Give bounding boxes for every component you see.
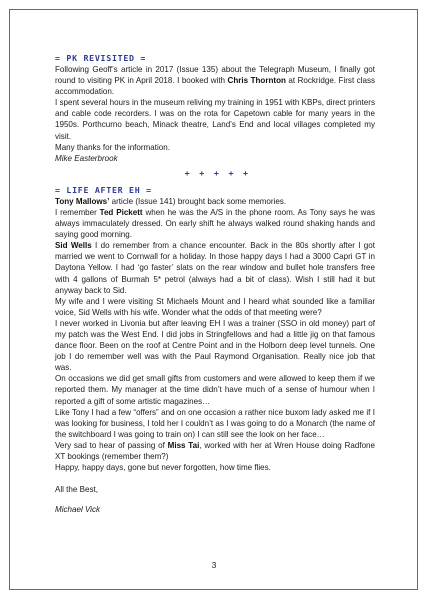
eh-paragraph-1: Tony Mallows’ article (Issue 141) brought back some memories. [55, 196, 287, 206]
eh-paragraph-8: Very sad to hear of passing of Miss Tai, worked with her at Wren House doing Radfone XT bookings (remember them?) [55, 440, 375, 461]
spacer [55, 495, 375, 504]
person-name: Sid Wells [55, 241, 92, 251]
pk-author: Mike Easterbrook [55, 153, 118, 163]
person-name: Ted Pickett [99, 207, 143, 217]
eh-paragraph-2: I remember Ted Pickett when he was the A/S in the phone room. As Tony says he was always immaculately dressed. On early shift he always walked round shaking hands and saying good morning. [55, 207, 375, 240]
eh-author: Michael Vick [55, 505, 101, 515]
eh-paragraph-9: Happy, happy days, gone but never forgotten, how time flies. [55, 463, 271, 473]
pk-paragraph-3: Many thanks for the information. [55, 142, 170, 152]
section-separator: + + + + + [184, 167, 251, 178]
pk-paragraph-1: Following Geoff’s article in 2017 (Issue 135) about the Telegraph Museum, I finally got round to visiting PK in April 2018. I booked with Chris Thornton at Rockridge. First class accommodation. [55, 65, 376, 97]
section-heading-life-after-eh: = LIFE AFTER EH = [55, 184, 152, 195]
section-heading-pk-revisited: = PK REVISITED = [55, 53, 147, 63]
page-number: 3 [211, 560, 217, 570]
eh-paragraph-3: Sid Wells I do remember from a chance encounter. Back in the 80s shortly after I got married we went to Cornwall for a holiday. In those happy days I had a 3000 Capri GT in Daytona Yellow. I had ‘go faster’ slats on the rear window and bullet hole transfers free with 4 gallons of Burmah 5* petrol (always had a bit of class). Wish I still had it but anyway back to Sid. [55, 241, 375, 295]
eh-paragraph-5: I never worked in Livonia but after leaving EH I was a trainer (SSO in old money) part of my patch was the West End. I did jobs in Stringfellows and had a little jig on that famous dance floor. Been on the roof at Centre Point and in the Holborn deep level tunnels. One job I do remember well was with the Paul Raymond Organisation. Really nice job that was. [55, 318, 375, 373]
newsletter-content [55, 52, 375, 515]
spacer [55, 473, 375, 484]
person-name: Miss Tai [167, 440, 200, 450]
eh-paragraph-4: My wife and I were visiting St Michaels Mount and I heard what sounded like a familiar voice, Sid Wells with his wife. Wonder what the odds of that meeting were? [55, 296, 375, 317]
eh-closing: All the Best, [55, 485, 98, 495]
person-name: Tony Mallows’ [55, 196, 110, 206]
pk-paragraph-2: I spent several hours in the museum reliving my training in 1951 with KBPs, direct printers and cable code recorders. I was on the rota for Capetown cable for many years in the 1950s. Porthcurno beach, Minack theatre, Land’s End and local villages completed my visit. [55, 98, 375, 141]
eh-paragraph-7: Like Tony I had a few “offers” and on one occasion a rather nice buxom lady asked me if I was looking for business, I told her I couldn’t as I was going to do a Monarch (the name of the switchboard I was going to train on) I can still see the look on her face… [55, 407, 375, 439]
eh-paragraph-6: On occasions we did get small gifts from customers and were allowed to keep them if we reported them. My manager at the time didn’t have much of a sense of humour when I reported a gift of some artistic magazines… [55, 374, 375, 406]
person-name: Chris Thornton [227, 76, 286, 86]
